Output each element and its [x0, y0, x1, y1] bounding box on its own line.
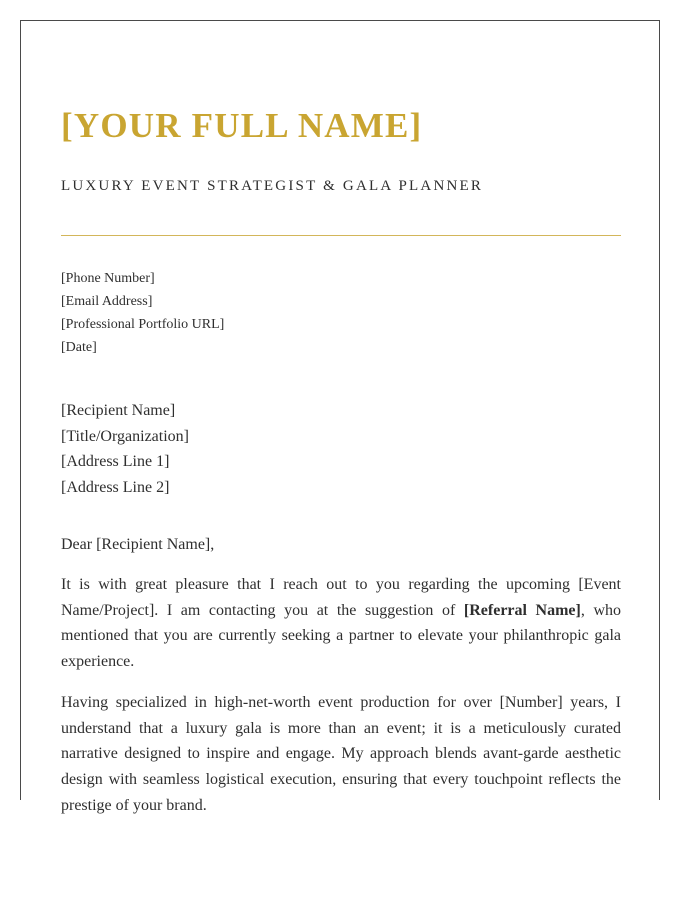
- recipient-address-line-2: [Address Line 2]: [61, 479, 170, 497]
- recipient-block: [61, 398, 189, 501]
- email-address: [Email Address]: [61, 294, 153, 309]
- paragraph-1-rest: , who mentioned that you are currently seeking a partner to elevate your philanthropic gala experience.: [61, 601, 622, 671]
- body-paragraph-1: [61, 572, 621, 675]
- referral-name: [Referral Name]: [463, 601, 581, 619]
- phone-number: [Phone Number]: [61, 271, 155, 286]
- contact-block: [61, 267, 224, 359]
- letter-date: [Date]: [61, 340, 97, 355]
- recipient-name: [Recipient Name]: [61, 402, 176, 419]
- letter-page: [20, 20, 660, 814]
- job-title-tagline: LUXURY EVENT STRATEGIST & GALA PLANNER: [61, 178, 484, 194]
- salutation: Dear [Recipient Name],: [61, 536, 215, 553]
- header-divider: [61, 235, 621, 236]
- full-name-heading: [YOUR FULL NAME]: [61, 106, 423, 145]
- recipient-address-line-1: [Address Line 1]: [61, 453, 170, 471]
- portfolio-url: [Professional Portfolio URL]: [61, 317, 225, 332]
- body-paragraph-2: Having specialized in high-net-worth event production for over [Number] years, I understand that a luxury gala is more than an event; it is a meticulously curated narrative designed to inspire and engage. My approach blends avant-garde aesthetic design with seamless logistical execution, ensuring that every touchpoint reflects the prestige of your brand.: [61, 694, 621, 814]
- recipient-title: [Title/Organization]: [61, 427, 189, 445]
- paragraph-1-intro: It is with great pleasure that I reach out to you regarding the upcoming [Event Name/Project]. I am contacting you at the suggestion of: [61, 576, 621, 619]
